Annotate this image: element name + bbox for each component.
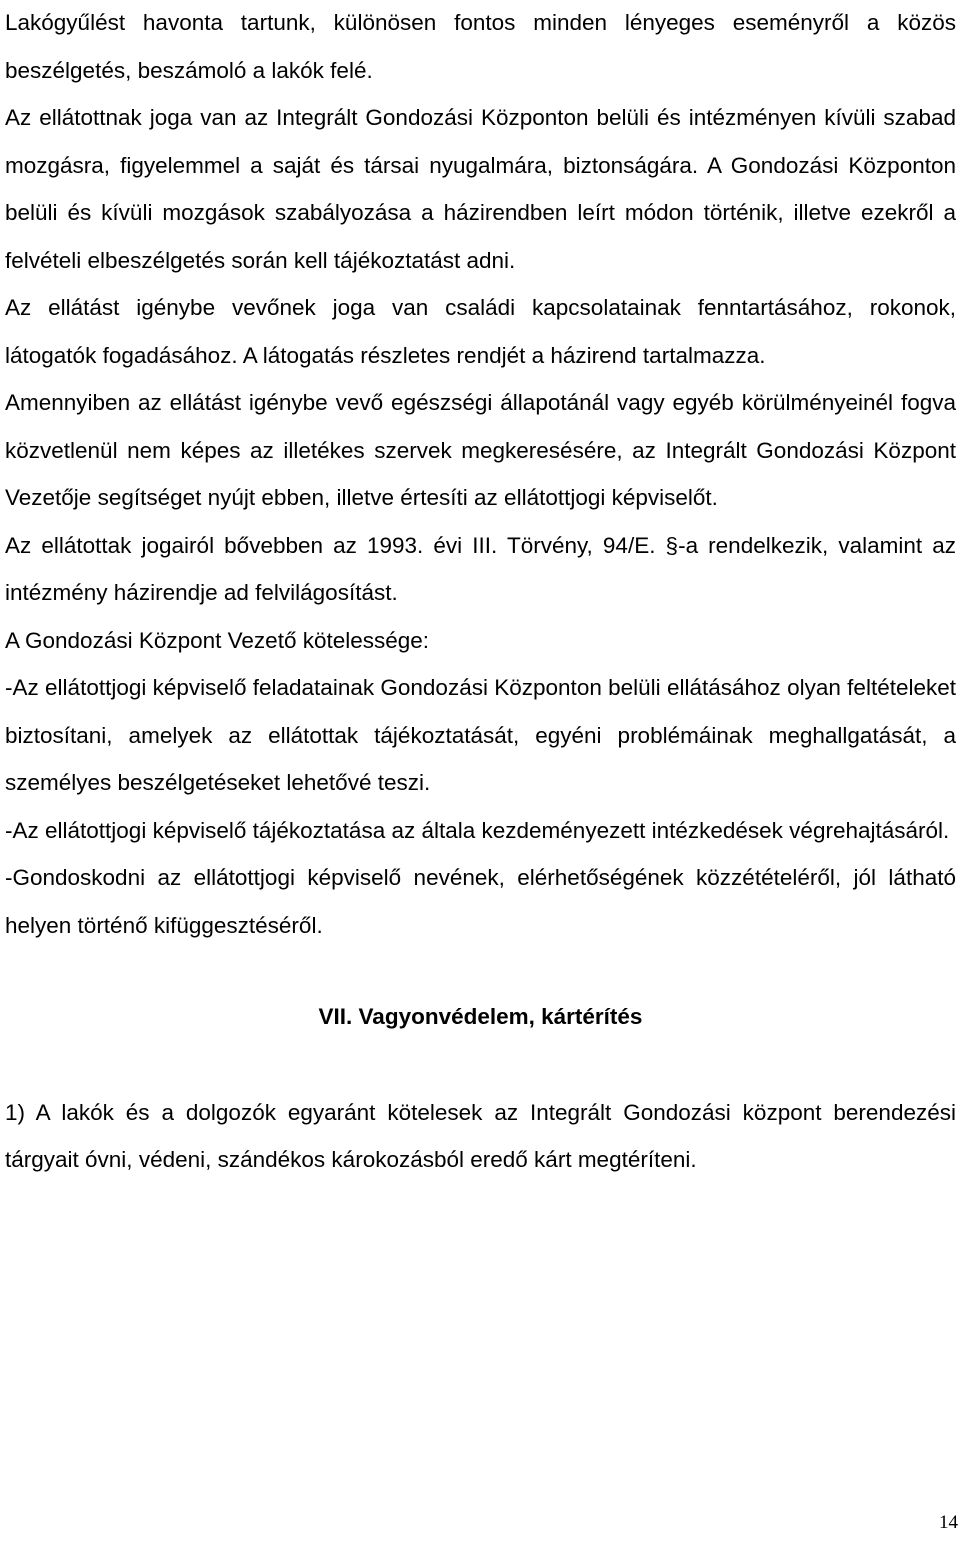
paragraph-duty-publication: -Gondoskodni az ellátottjogi képviselő nevének, elérhetőségének közzétételéről, jól látható helyen történő kifüggesztéséről. bbox=[5, 865, 956, 938]
paragraph-free-movement: Az ellátottnak joga van az Integrált Gondozási Központon belüli és intézményen kívüli szabad mozgásra, figyelemmel a saját és társai nyugalmára, biztonságára. A Gondozási Központon belüli és kívüli mozgások szabályozása a házirendben leírt módon történik, illetve ezekről a felvételi elbeszélgetés során kell tájékoztatást adni. bbox=[5, 105, 956, 273]
document-page bbox=[5, 0, 956, 1184]
paragraph-duty-conditions: -Az ellátottjogi képviselő feladatainak Gondozási Központon belüli ellátásához olyan feltételeket biztosítani, amelyek az ellátottak tájékoztatását, egyéni problémáinak meghallgatását, a személyes beszélgetéseket lehetővé teszi. bbox=[5, 675, 956, 795]
paragraph-family-contacts: Az ellátást igénybe vevőnek joga van családi kapcsolatainak fenntartásához, rokonok, látogatók fogadásához. A látogatás részletes rendjét a házirend tartalmazza. bbox=[5, 295, 956, 368]
paragraph-property-protection: 1) A lakók és a dolgozók egyaránt kötelesek az Integrált Gondozási központ berendezési tárgyait óvni, védeni, szándékos károkozásból eredő kárt megtéríteni. bbox=[5, 1099, 956, 1172]
paragraph-director-duty: A Gondozási Központ Vezető kötelessége: bbox=[5, 627, 430, 653]
section-heading: VII. Vagyonvédelem, kártérítés bbox=[318, 1004, 643, 1029]
page-number: 14 bbox=[939, 1512, 958, 1533]
paragraph-resident-meetings: Lakógyűlést havonta tartunk, különösen fontos minden lényeges eseményről a közös beszélgetés, beszámoló a lakók felé. bbox=[5, 10, 956, 83]
paragraph-assistance: Amennyiben az ellátást igénybe vevő egészségi állapotánál vagy egyéb körülményeinél fogva közvetlenül nem képes az illetékes szervek megkeresésére, az Integrált Gondozási Központ Vezetője segítséget nyújt ebben, illetve értesíti az ellátottjogi képviselőt. bbox=[5, 390, 956, 510]
paragraph-legal-reference: Az ellátottak jogairól bővebben az 1993. évi III. Törvény, 94/E. §-a rendelkezik, valamint az intézmény házirendje ad felvilágosítást. bbox=[5, 532, 956, 605]
paragraph-duty-information: -Az ellátottjogi képviselő tájékoztatása az általa kezdeményezett intézkedések végrehajtásáról. bbox=[5, 817, 950, 843]
